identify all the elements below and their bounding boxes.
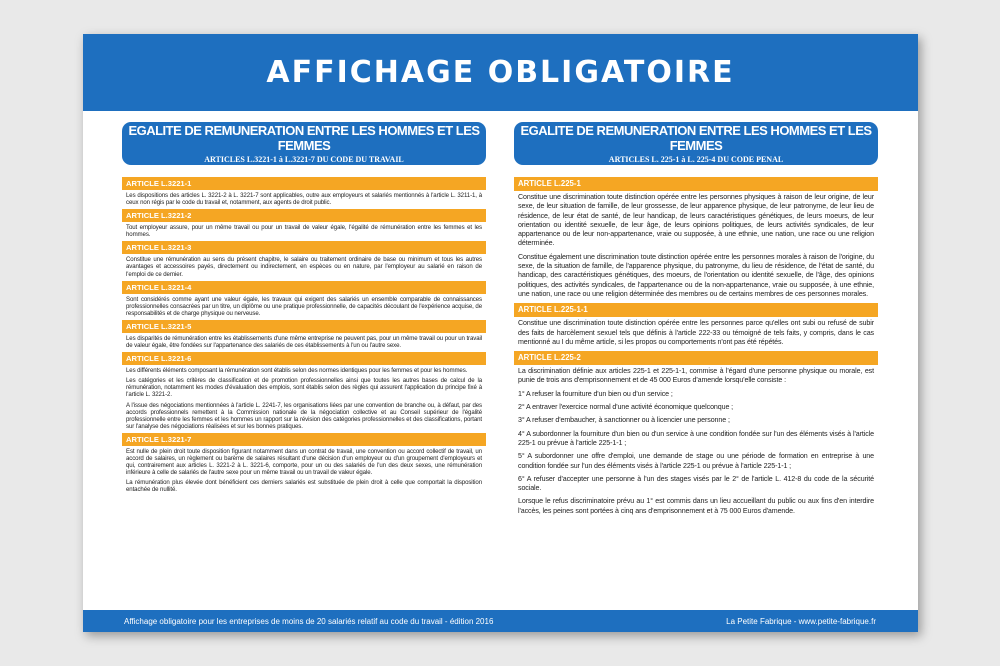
article-heading: ARTICLE L.3221-7	[122, 433, 486, 446]
article-paragraph: Constitue également une discrimination toute distinction opérée entre les personnes morales à raison de l'origine, du sexe, de la situation de famille, de l'apparence physique, du patronyme, du lieu de résidence, de l'état de santé, du handicap, des caractéristiques génétiques, des moeurs, de l'orientation ou identité sexuelle, de l'âge, des opinions politiques, des activités syndicales, de l'appartenance ou de la non-appartenance, vraie ou supposée, à une ethnie, une nation, une race ou une religion déterminée des membres ou de certains membres de ces personnes morales.	[518, 252, 874, 298]
right-banner-subtitle: ARTICLES L. 225-1 à L. 225-4 DU CODE PENAL	[608, 155, 784, 164]
right-banner	[514, 122, 878, 165]
poster-header	[83, 34, 918, 111]
poster-title: AFFICHAGE OBLIGATOIRE	[266, 55, 735, 90]
article-paragraph: Est nulle de plein droit toute disposition figurant notamment dans un contrat de travail, une convention ou accord collectif de travail, un accord de salaires, un règlement ou barème de salaires résultant d'une décision d'un employeur ou d'un groupement d'employeurs et qui, contrairement aux articles L. 3221-2 à L. 3221-6, comporte, pour un ou des salariés de l'un des deux sexes, une rémunération inférieure à celle de salariés de l'autre sexe pour un même travail ou un travail de valeur égale.	[126, 447, 482, 477]
article-heading: ARTICLE L.3221-5	[122, 320, 486, 333]
article-heading: ARTICLE L.3221-2	[122, 209, 486, 222]
right-articles	[514, 177, 878, 516]
article-heading: ARTICLE L.3221-4	[122, 281, 486, 294]
article-paragraph: Les différents éléments composant la rémunération sont établis selon des normes identiques pour les femmes et pour les hommes.	[126, 367, 468, 375]
left-banner-title: EGALITE DE REMUNERATION ENTRE LES HOMMES ET LES FEMMES	[128, 123, 480, 153]
article-paragraph: A l'issue des négociations mentionnées à l'article L. 2241-7, les organisations liées par une convention de branche ou, à défaut, par des accords professionnels remettent à la Commission nationale de la négociation collective et au Conseil supérieur de l'égalité professionnelle entre les femmes et les hommes un rapport sur la révision des catégories professionnelles et des classifications, portant sur l'analyse des négociations réalisées et sur les bonnes pratiques.	[126, 401, 482, 430]
article-heading: ARTICLE L.225-1-1	[514, 303, 878, 317]
article-block	[514, 177, 878, 299]
article-heading: ARTICLE L.3221-6	[122, 352, 486, 365]
left-banner	[122, 122, 486, 165]
article-paragraph: Les disparités de rémunération entre les établissements d'une même entreprise ne peuvent pas, pour un même travail ou pour un travail de valeur égale, être fondées sur l'appartenance des salariés de ces établissements à l'un ou l'autre sexe.	[126, 334, 482, 350]
article-paragraph: 2° A entraver l'exercice normal d'une activité économique quelconque ;	[518, 403, 734, 412]
article-heading: ARTICLE L.225-2	[514, 351, 878, 365]
article-paragraph: La rémunération plus élevée dont bénéficient ces derniers salariés est substituée de plein droit à celle que comportait la disposition entachée de nullité.	[126, 479, 482, 494]
article-paragraph: 3° A refuser d'embaucher, à sanctionner ou à licencier une personne ;	[518, 416, 730, 425]
article-heading: ARTICLE L.225-1	[514, 177, 878, 191]
right-column	[514, 122, 878, 520]
article-block	[122, 241, 486, 277]
article-block	[514, 303, 878, 347]
article-paragraph: Les dispositions des articles L. 3221-2 à L. 3221-7 sont applicables, outre aux employeurs et salariés mentionnés à l'article L. 3211-1, à ceux non régis par le code du travail et, notamment, aux agents de droit public.	[126, 192, 482, 207]
right-banner-title: EGALITE DE REMUNERATION ENTRE LES HOMMES ET LES FEMMES	[520, 123, 872, 153]
article-paragraph: Sont considérés comme ayant une valeur égale, les travaux qui exigent des salariés un ensemble comparable de connaissances professionnelles consacrées par un titre, un diplôme ou une pratique professionnelle, de capacités découlant de l'expérience acquise, de responsabilités et de charge physique ou nerveuse.	[126, 295, 482, 317]
article-block	[122, 177, 486, 206]
footer-publisher-text: La Petite Fabrique - www.petite-fabrique.fr	[726, 616, 876, 626]
article-paragraph: Constitue une discrimination toute distinction opérée entre les personnes physiques à raison de leur origine, de leur sexe, de leur situation de famille, de leur grossesse, de leur apparence physique, de leur patronyme, de leur lieu de résidence, de leur état de santé, de leur handicap, de leurs caractéristiques génétiques, de leurs moeurs, de leur orientation ou identité sexuelle, de leur âge, de leurs opinions politiques, de leurs activités syndicales, de leur appartenance ou de leur non-appartenance, vraie ou supposée, à une ethnie, une nation, une race ou une religion déterminée.	[518, 193, 874, 248]
article-paragraph: Constitue une rémunération au sens du présent chapitre, le salaire ou traitement ordinaire de base ou minimum et tous les autres avantages et accessoires payés, directement ou indirectement, en espèces ou en nature, par l'employeur au salarié en raison de l'emploi de ce dernier.	[126, 256, 482, 278]
article-paragraph: Lorsque le refus discriminatoire prévu au 1° est commis dans un lieu accueillant du public ou aux fins d'en interdire l'accès, les peines sont portées à cinq ans d'emprisonnement et à 75 000 Euros d'amende.	[518, 497, 874, 515]
article-block	[122, 209, 486, 238]
left-articles	[122, 177, 486, 493]
left-column	[122, 122, 486, 496]
article-block	[122, 352, 486, 430]
article-heading: ARTICLE L.3221-3	[122, 241, 486, 254]
article-block	[122, 433, 486, 494]
footer-edition-text: Affichage obligatoire pour les entreprises de moins de 20 salariés relatif au code du travail - édition 2016	[124, 616, 494, 626]
article-heading: ARTICLE L.3221-1	[122, 177, 486, 190]
article-paragraph: 4° A subordonner la fourniture d'un bien ou d'un service à une condition fondée sur l'un des éléments visés à l'article 225-1 ou prévue à l'article 225-1-1 ;	[518, 429, 874, 447]
article-block	[122, 320, 486, 349]
article-block	[514, 351, 878, 516]
article-paragraph: 6° A refuser d'accepter une personne à l'un des stages visés par le 2° de l'article L. 412-8 du code de la sécurité sociale.	[518, 474, 874, 493]
article-paragraph: Constitue une discrimination toute distinction opérée entre les personnes parce qu'elles ont subi ou refusé de subir des faits de harcèlement sexuel tels que définis à l'article 222-33 ou témoigné de tels faits, y compris, dans le cas mentionné au I du même article, si les propos ou comportements n'ont pas été répétés.	[518, 319, 874, 346]
article-paragraph: Les catégories et les critères de classification et de promotion professionnelles ainsi que toutes les autres bases de calcul de la rémunération, notamment les modes d'évaluation des emplois, sont établis selon des règles qui assurent l'application du principe fixé à l'article L. 3221-2.	[126, 377, 482, 399]
article-block	[122, 281, 486, 317]
article-paragraph: 5° A subordonner une offre d'emploi, une demande de stage ou une période de formation en entreprise à une condition fondée sur l'un des éléments visés à l'article 225-1 ou prévue à l'article 225-1-1 ;	[518, 452, 874, 470]
article-paragraph: La discrimination définie aux articles 225-1 et 225-1-1, commise à l'égard d'une personne physique ou morale, est punie de trois ans d'emprisonnement et de 45 000 Euros d'amende lorsqu'elle consiste :	[518, 367, 874, 385]
poster-footer	[83, 610, 918, 632]
article-paragraph: Tout employeur assure, pour un même travail ou pour un travail de valeur égale, l'égalité de rémunération entre les femmes et les hommes.	[126, 224, 482, 239]
poster	[83, 34, 918, 632]
left-banner-subtitle: ARTICLES L.3221-1 à L.3221-7 DU CODE DU TRAVAIL	[204, 155, 404, 164]
article-paragraph: 1° A refuser la fourniture d'un bien ou d'un service ;	[518, 389, 673, 398]
